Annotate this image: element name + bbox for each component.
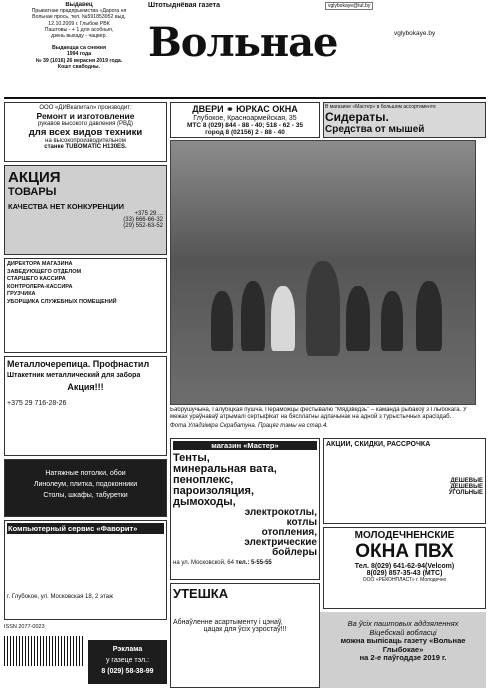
ad-fires (4, 459, 167, 517)
ad-text: цацак для ўсіх узростаў!!! (203, 626, 287, 633)
ad-text: ДЕШЕВЫЕ (450, 478, 483, 484)
ad-aktsii (323, 438, 486, 524)
ad-text: 8(029) 857-35-43 (МТС) (366, 570, 443, 577)
ad-okna (323, 527, 486, 609)
imprint-number: № 39 (1016) 26 верасня 2019 года. (35, 57, 123, 64)
ad-akcia (4, 165, 167, 255)
ad-text: УТЕШКА (173, 586, 229, 601)
ad-text: пеноплекс, (173, 474, 234, 486)
ad-doors (170, 102, 320, 138)
caption-credit: Фота Уладзіміра Скрабатуна. Працяг тэмы на стар.4. (170, 423, 328, 429)
ad-text: Штакетник металлический для забора (7, 372, 141, 379)
imprint-line: Прыватнае прадпрыемства «Дарога ня (31, 8, 127, 15)
ad-text: Ремонт и изготовление (36, 111, 135, 121)
ad-text: ДВЕРИ ⚭ ЮРКАС ОКНА (192, 104, 298, 114)
ad-text: Рэклама (112, 646, 143, 653)
ad-text: бойлеры (272, 547, 317, 558)
ad-text: КОНТРОЛЕРА-КАССИРА (7, 283, 73, 290)
ad-text: Тел. 8(029) 641-62-94(Velcom) (354, 563, 455, 570)
ad-text: Ва ўсіх паштовых аддзяленнях (347, 619, 459, 628)
ad-text: ОКНА ПВХ (355, 541, 454, 562)
ad-text: можна выпісаць газету «Вольнае Глыбокае» (340, 636, 466, 654)
ad-text: пароизоляция, (173, 485, 255, 497)
ad-seeds (323, 102, 486, 138)
ad-text: 8 (029) 58-38-99 (101, 668, 154, 675)
ad-text: отопления, (261, 527, 317, 538)
ad-text: Абнаўленне асартыменту і цэнаў, (173, 619, 283, 626)
ad-text: электрокотлы, (244, 507, 317, 518)
ad-text: минеральная вата, (173, 463, 277, 475)
imprint-line: Вольнае прось, тел. №591853952 выд. (32, 14, 126, 21)
caption-text: Бабрушучына, Галубіцкая пушча. Пераможцы фестывалю "Мядзведзь" – каманда рыбакоў з Глыбокага. У межах ураўнаваў атрымалі сертыфікат на бясплатны адпачынак на адной з турыстычных арасіздаб. (170, 407, 467, 420)
issn-block (4, 624, 84, 684)
ad-text: Тенты, (173, 452, 210, 464)
ad-text: ТОВАРЫ (8, 186, 57, 198)
imprint-label: Выдавец (65, 2, 93, 8)
ad-divan (4, 102, 167, 162)
ad-uteshka (170, 583, 320, 688)
subscription-band (320, 612, 486, 688)
ad-text: электрические (244, 537, 317, 548)
ad-text: рукавов высокого давления (РВД) (38, 121, 133, 127)
ad-text: Акция!!! (67, 382, 104, 392)
ad-text: ООО «ДИВкапитал» производит: (39, 105, 132, 111)
ad-text: АКЦИЯ (8, 169, 61, 186)
ad-text: станке TUBOMATIC H130ES. (44, 144, 127, 150)
ad-text: на 2-е паўгоддзе 2019 г. (359, 653, 447, 662)
ad-text: ГРУЗЧИКА (7, 291, 36, 297)
ad-text: магазин «Мастер» (173, 441, 317, 450)
masthead-title: Вольнае (148, 19, 338, 66)
ad-text: АКЦИИ, СКИДКИ, РАССРОЧКА (326, 441, 431, 448)
ad-favorit (4, 520, 167, 620)
masthead-site[interactable]: vglybokaye.by (394, 30, 436, 37)
imprint-line: 12.10.2009 г. Глыбокі РВК (48, 20, 110, 27)
ad-text: МОЛОДЕЧНЕНСКИЕ (354, 530, 455, 541)
ad-text: УБОРЩИКА СЛУЖЕБНЫХ ПОМЕЩЕНИЙ (7, 298, 117, 305)
ad-text: Металлочерепица. Профнастил (7, 359, 150, 369)
photo-caption (170, 407, 476, 437)
ad-text: Линолеум, плитка, подоконники (33, 481, 138, 488)
ad-text: Столы, шкафы, табуретки (43, 492, 128, 499)
imprint (4, 2, 154, 98)
ad-text: Компьютерный сервис «Фаворит» (7, 523, 164, 534)
photo (170, 140, 476, 405)
ad-text: Глубокое, Красноармейская, 35 (193, 115, 297, 122)
ad-contacts (88, 640, 167, 684)
ad-text: СТАРШЕГО КАССИРА (7, 276, 66, 282)
barcode-icon (4, 636, 84, 666)
ad-text: Віцебскай вобласці (369, 627, 437, 637)
ad-text: дымоходы, (173, 496, 236, 508)
ad-text: Средства от мышей (325, 124, 425, 135)
imprint-line: Паштовы - + 1 для асобныя, (44, 26, 114, 33)
ad-text: (29) 552-63-52 (123, 223, 163, 229)
ad-text: г. Глубокое, ул. Московская 18, 2 этаж (7, 594, 113, 600)
ad-text: Сидераты. (325, 110, 389, 124)
ad-text: +375 29 ... (134, 211, 163, 217)
imprint-line: дзень выхаду - чацвер. (51, 33, 107, 40)
ad-text: на ул. Московской, 64 (173, 560, 234, 566)
ad-text: (33) 666-66-32 (123, 217, 163, 223)
ad-text: котлы (286, 517, 317, 528)
ad-text: на высокопроизводительном (45, 138, 126, 144)
ad-text: МТС 8 (029) 844 - 88 - 40; 518 - 62 - 35 (187, 122, 303, 129)
imprint-year: 1994 года (66, 51, 92, 58)
ad-vacancy (4, 258, 167, 353)
issn: ISSN 2077-0023 (4, 624, 45, 630)
ad-text: город 8 (02156) 2 - 88 - 40 (205, 129, 285, 136)
imprint-issue: Выдаецца са снежня (52, 45, 106, 52)
ad-text: ООО «РЕКОНПЛАСТ» г. Молодечно (362, 577, 447, 583)
ad-text: ДЕШЕВЫЕ (450, 484, 483, 490)
ad-text: +375 29 716-28-26 (7, 400, 67, 407)
ad-text: для всех видов техники (28, 127, 143, 138)
ad-text: УГОЛЬНЫЕ (448, 490, 483, 496)
ad-text: ДИРЕКТОРА МАГАЗИНА (7, 261, 73, 267)
ad-text: КАЧЕСТВА НЕТ КОНКУРЕНЦИИ (8, 202, 125, 211)
imprint-price: Кошт свабодны. (57, 63, 101, 70)
ad-text: В магазине «Мастер» в большом ассортименте (325, 104, 436, 110)
ad-metal (4, 356, 167, 456)
masthead-email[interactable]: vglybokaye@tut.by (325, 2, 373, 10)
masthead-rule (4, 97, 486, 99)
ad-text: тел.: 5-55-55 (235, 560, 272, 566)
ad-text: ЗАВЕДУЮЩЕГО ОТДЕЛОМ (7, 268, 82, 275)
ad-text: у газеце тэл.: (105, 657, 150, 664)
ad-text: Натяжные потолки, обои (45, 470, 126, 477)
ad-master (170, 438, 320, 580)
masthead-subtitle: Штотыднёвая газета (148, 2, 220, 9)
